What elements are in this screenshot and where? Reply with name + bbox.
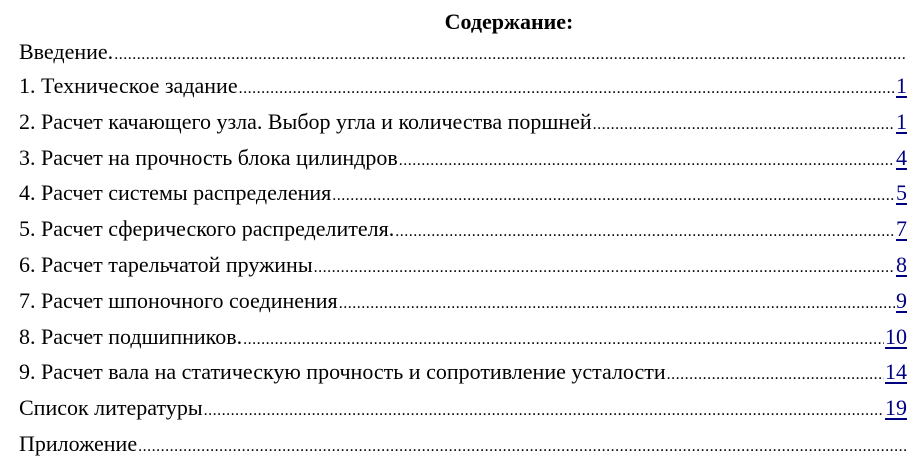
toc-leader-dots (395, 218, 895, 246)
toc-entry-label: 2. Расчет качающего узла. Выбор угла и количества поршней (19, 108, 592, 134)
toc-leader-dots (593, 111, 895, 139)
toc-leader-dots (138, 433, 906, 461)
toc-entry-1 (19, 72, 907, 108)
toc-leader-dots (339, 290, 895, 318)
toc-leader-dots (314, 254, 895, 282)
toc-leader-dots (239, 75, 895, 103)
toc-entry-label: 7. Расчет шпоночного соединения (19, 287, 338, 313)
toc-entry-references (19, 394, 907, 430)
toc-page-link[interactable]: 19 (885, 395, 907, 421)
toc-entry-label: 8. Расчет подшипников. (19, 323, 243, 349)
toc-leader-dots (667, 361, 884, 389)
toc-entry-label: Введение. (19, 39, 114, 64)
toc-page-link[interactable]: 1 (896, 73, 907, 98)
toc-entry-label: 4. Расчет системы распределения (19, 180, 332, 206)
toc-leader-dots (332, 182, 895, 210)
toc-entry-9 (19, 358, 907, 394)
toc-leader-dots (204, 397, 884, 425)
toc-page-link[interactable]: 9 (896, 287, 907, 313)
table-of-contents (19, 38, 907, 466)
toc-entry-label: 9. Расчет вала на статическую прочность и сопротивление усталости (19, 359, 666, 385)
toc-entry-7 (19, 287, 907, 323)
toc-page-link[interactable]: 4 (896, 144, 907, 170)
toc-entry-2 (19, 108, 907, 144)
toc-page-link[interactable]: 5 (896, 180, 907, 206)
toc-entry-introduction (19, 38, 907, 72)
toc-entry-5 (19, 215, 907, 251)
toc-leader-dots (114, 41, 906, 69)
toc-entry-4 (19, 179, 907, 215)
toc-entry-label: 5. Расчет сферического распределителя. (19, 216, 395, 242)
toc-entry-appendix (19, 430, 907, 466)
toc-page-link[interactable]: 8 (896, 251, 907, 277)
toc-title: Содержание: (444, 9, 574, 34)
toc-leader-dots (243, 326, 884, 354)
toc-leader-dots (399, 147, 895, 175)
toc-entry-label: Приложение (19, 430, 138, 456)
toc-entry-label: 3. Расчет на прочность блока цилиндров (19, 144, 398, 170)
toc-entry-8 (19, 323, 907, 359)
toc-entry-3 (19, 144, 907, 180)
toc-entry-6 (19, 251, 907, 287)
toc-page-link[interactable]: 1 (896, 108, 907, 134)
toc-entry-label: Список литературы (19, 395, 203, 421)
toc-page-link[interactable]: 7 (896, 216, 907, 242)
toc-page-link[interactable]: 10 (885, 323, 907, 349)
toc-page-link[interactable]: 14 (885, 359, 907, 385)
toc-entry-label: 6. Расчет тарельчатой пружины (19, 251, 313, 277)
toc-entry-label: 1. Техническое задание (19, 73, 238, 98)
